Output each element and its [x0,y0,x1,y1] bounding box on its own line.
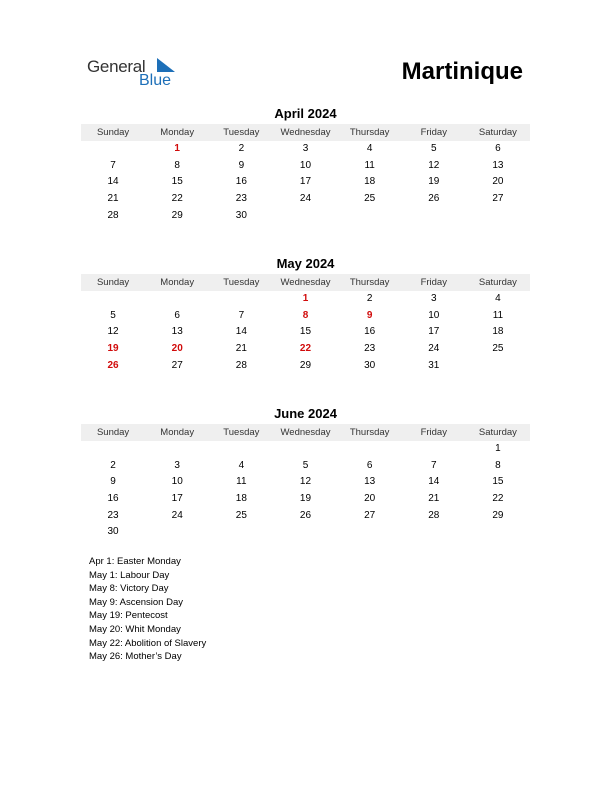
empty-day-cell [273,441,337,458]
day-cell: 28 [428,509,440,521]
empty-day-cell [81,291,145,308]
empty-day-cell [402,441,466,458]
weekday-label: Wednesday [280,127,331,138]
day-cell: 8 [174,159,180,171]
day-cell: 27 [171,359,183,371]
week-row [81,491,530,508]
day-cell: 20 [364,493,376,505]
month-calendar-june [81,406,530,541]
day-cell: 4 [238,459,245,471]
day-cell: 6 [495,143,501,154]
holiday-day-cell: 26 [107,359,119,371]
weekday-header [81,274,530,291]
week-row [81,174,530,191]
empty-day-cell [338,208,402,225]
day-cell: 12 [428,159,440,171]
week-row [81,441,530,458]
empty-day-cell [209,291,273,308]
day-cell: 6 [174,309,180,321]
week-row [81,208,530,225]
weekday-label: Wednesday [280,427,331,438]
empty-day-cell [273,208,337,225]
logo-triangle-icon [157,58,175,72]
day-cell: 22 [492,493,504,505]
day-cell: 13 [364,476,376,488]
holiday-list-item: May 19: Pentecost [89,610,168,622]
day-cell: 3 [430,293,437,304]
day-cell: 15 [492,476,504,488]
weekday-label: Thursday [349,127,390,138]
week-row [81,191,530,208]
holiday-list-item: May 1: Labour Day [89,569,170,581]
day-cell: 15 [171,176,183,188]
day-cell: 29 [171,209,183,221]
week-row [81,524,530,541]
logo-text-general: General [87,57,146,76]
empty-day-cell [338,441,402,458]
day-cell: 24 [171,509,183,521]
day-cell: 23 [235,193,247,205]
day-cell: 30 [107,526,119,538]
weekday-label: Sunday [96,277,130,288]
day-cell: 21 [235,343,247,355]
empty-day-cell [466,358,530,375]
weekday-header [81,424,530,441]
day-cell: 28 [235,359,247,371]
day-cell: 19 [428,176,440,188]
week-row [81,508,530,525]
day-cell: 13 [171,326,183,338]
day-cell: 14 [107,176,119,188]
day-cell: 30 [235,209,247,221]
day-cell: 7 [430,459,437,471]
day-cell: 6 [366,459,373,471]
day-cell: 15 [299,326,312,338]
weekday-label: Tuesday [223,127,260,138]
empty-day-cell [402,524,466,541]
day-cell: 11 [492,309,504,321]
generalblue-logo [87,55,187,91]
day-cell: 19 [299,493,312,505]
day-cell: 12 [107,326,119,338]
day-cell: 11 [364,159,375,171]
day-cell: 14 [428,476,440,488]
holiday-list-item: May 26: Mother’s Day [89,651,182,663]
month-calendar-may [81,256,530,374]
day-cell: 24 [299,193,312,205]
empty-day-cell [145,524,209,541]
day-cell: 20 [492,176,504,188]
weekday-label: Tuesday [223,427,260,438]
holiday-list-item: Apr 1: Easter Monday [89,556,181,567]
day-cell: 23 [107,509,119,521]
empty-day-cell [273,524,337,541]
day-cell: 2 [110,459,116,471]
day-cell: 27 [364,509,376,521]
logo-text-blue: Blue [139,72,172,89]
month-calendar-april [81,106,530,224]
day-cell: 29 [299,359,312,371]
day-cell: 11 [236,476,247,488]
day-cell: 10 [299,159,312,171]
holiday-day-cell: 20 [171,343,183,355]
empty-day-cell [209,524,273,541]
holiday-day-cell: 1 [302,293,309,304]
holiday-list-item: May 9: Ascension Day [89,596,183,608]
day-cell: 7 [238,309,245,321]
weekday-label: Sunday [96,127,130,138]
day-cell: 7 [110,159,116,171]
empty-day-cell [466,208,530,225]
empty-day-cell [145,291,209,308]
day-cell: 16 [364,326,376,338]
month-title: April 2024 [274,106,337,121]
month-title: June 2024 [274,406,337,421]
day-cell: 17 [299,176,312,188]
weekday-label: Thursday [349,427,390,438]
day-cell: 13 [492,159,504,171]
weekday-label: Saturday [478,127,517,138]
weekday-label: Thursday [349,277,390,288]
week-row [81,474,530,491]
day-cell: 18 [235,493,247,505]
empty-day-cell [145,441,209,458]
day-cell: 26 [299,509,312,521]
day-cell: 5 [110,309,116,321]
day-cell: 3 [174,459,180,471]
day-cell: 12 [299,476,312,488]
week-row [81,141,530,158]
day-cell: 16 [235,176,247,188]
weekday-label: Friday [420,427,447,438]
empty-day-cell [209,441,273,458]
weekday-label: Monday [160,277,195,288]
weekday-label: Sunday [96,427,130,438]
weekday-label: Friday [420,277,447,288]
country-title: Martinique [401,58,523,85]
day-cell: 10 [428,309,440,321]
week-row [81,358,530,375]
holiday-day-cell: 1 [174,143,180,154]
day-cell: 9 [238,159,245,171]
day-cell: 25 [492,343,504,355]
day-cell: 14 [235,326,247,338]
empty-day-cell [338,524,402,541]
weekday-label: Monday [160,427,195,438]
week-row [81,291,530,308]
week-row [81,158,530,175]
week-row [81,308,530,325]
empty-day-cell [81,441,145,458]
empty-day-cell [466,524,530,541]
holiday-list-item: May 20: Whit Monday [89,623,181,635]
day-cell: 8 [495,459,501,471]
weekday-label: Saturday [478,277,517,288]
day-cell: 17 [171,493,183,505]
day-cell: 22 [171,193,183,205]
day-cell: 9 [110,476,116,488]
weekday-header [81,124,530,141]
day-cell: 18 [364,176,376,188]
empty-day-cell [81,141,145,158]
day-cell: 28 [107,209,119,221]
day-cell: 25 [364,193,376,205]
holiday-list-item: May 8: Victory Day [89,583,169,595]
day-cell: 16 [107,493,119,505]
weekday-label: Wednesday [280,277,331,288]
day-cell: 10 [171,476,183,488]
day-cell: 17 [428,326,440,338]
day-cell: 21 [428,493,440,505]
month-title: May 2024 [276,256,335,271]
weekday-label: Saturday [478,427,517,438]
weekday-label: Monday [160,127,195,138]
day-cell: 31 [428,359,440,371]
holiday-list [89,555,206,664]
holiday-day-cell: 19 [107,343,119,355]
day-cell: 1 [495,443,501,454]
day-cell: 18 [492,326,504,338]
holiday-day-cell: 9 [366,309,373,321]
day-cell: 27 [492,193,504,205]
week-row [81,458,530,475]
day-cell: 3 [302,143,309,154]
day-cell: 2 [238,143,245,154]
day-cell: 21 [107,193,119,205]
holiday-day-cell: 8 [302,309,309,321]
holiday-day-cell: 22 [299,343,312,355]
week-row [81,341,530,358]
day-cell: 2 [366,293,373,304]
day-cell: 4 [495,293,501,304]
weekday-label: Tuesday [223,277,260,288]
day-cell: 29 [492,509,504,521]
day-cell: 23 [364,343,376,355]
day-cell: 24 [428,343,440,355]
day-cell: 4 [366,143,373,154]
day-cell: 26 [428,193,440,205]
day-cell: 25 [235,509,247,521]
day-cell: 5 [302,459,309,471]
weekday-label: Friday [420,127,447,138]
empty-day-cell [402,208,466,225]
holiday-list-item: May 22: Abolition of Slavery [89,637,207,649]
week-row [81,324,530,341]
day-cell: 5 [430,143,437,154]
day-cell: 30 [364,359,376,371]
